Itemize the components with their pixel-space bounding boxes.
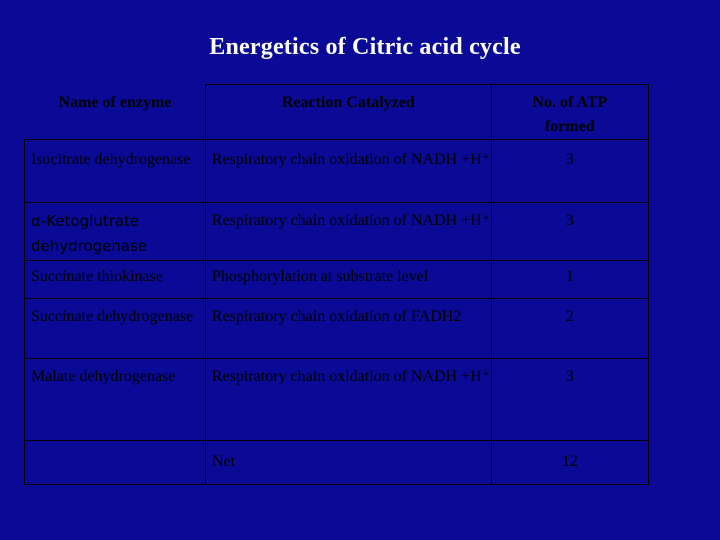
enzyme-cell: Malate dehydrogenase [25,359,206,441]
reaction-cell: Respiratory chain oxidation of FADH2 [205,299,491,359]
table-row [25,203,649,261]
header-reaction: Reaction Catalyzed [205,85,491,140]
enzyme-cell [25,203,206,261]
reaction-cell: Respiratory chain oxidation of NADH +H⁺ [205,359,491,441]
enzyme-text: α-Ketoglutrate dehydrogenase [31,212,148,255]
reaction-cell: Respiratory chain oxidation of NADH +H⁺ [205,140,491,203]
atp-cell: 3 [491,359,648,441]
reaction-cell: Phosphorylation at substrate level [205,261,491,299]
atp-cell: 1 [491,261,648,299]
header-enzyme: Name of enzyme [25,85,206,140]
page-title: Energetics of Citric acid cycle [209,34,521,60]
atp-cell: 2 [491,299,648,359]
table-row [25,140,649,203]
total-atp: 12 [491,441,648,485]
atp-cell: 3 [491,140,648,203]
table-row [25,299,649,359]
enzyme-cell: Isocitrate dehydrogenase [25,140,206,203]
reaction-cell: Respiratory chain oxidation of NADH +H⁺ [205,203,491,261]
enzyme-cell: Succinate thiokinase [25,261,206,299]
header-atp: No. of ATP formed [491,85,648,140]
energetics-table [24,84,649,485]
total-blank-cell [25,441,206,485]
header-row [25,85,649,140]
enzyme-cell: Succinate dehydrogenase [25,299,206,359]
total-row [25,441,649,485]
total-label: Net [205,441,491,485]
table-row [25,261,649,299]
table-row [25,359,649,441]
atp-cell: 3 [491,203,648,261]
